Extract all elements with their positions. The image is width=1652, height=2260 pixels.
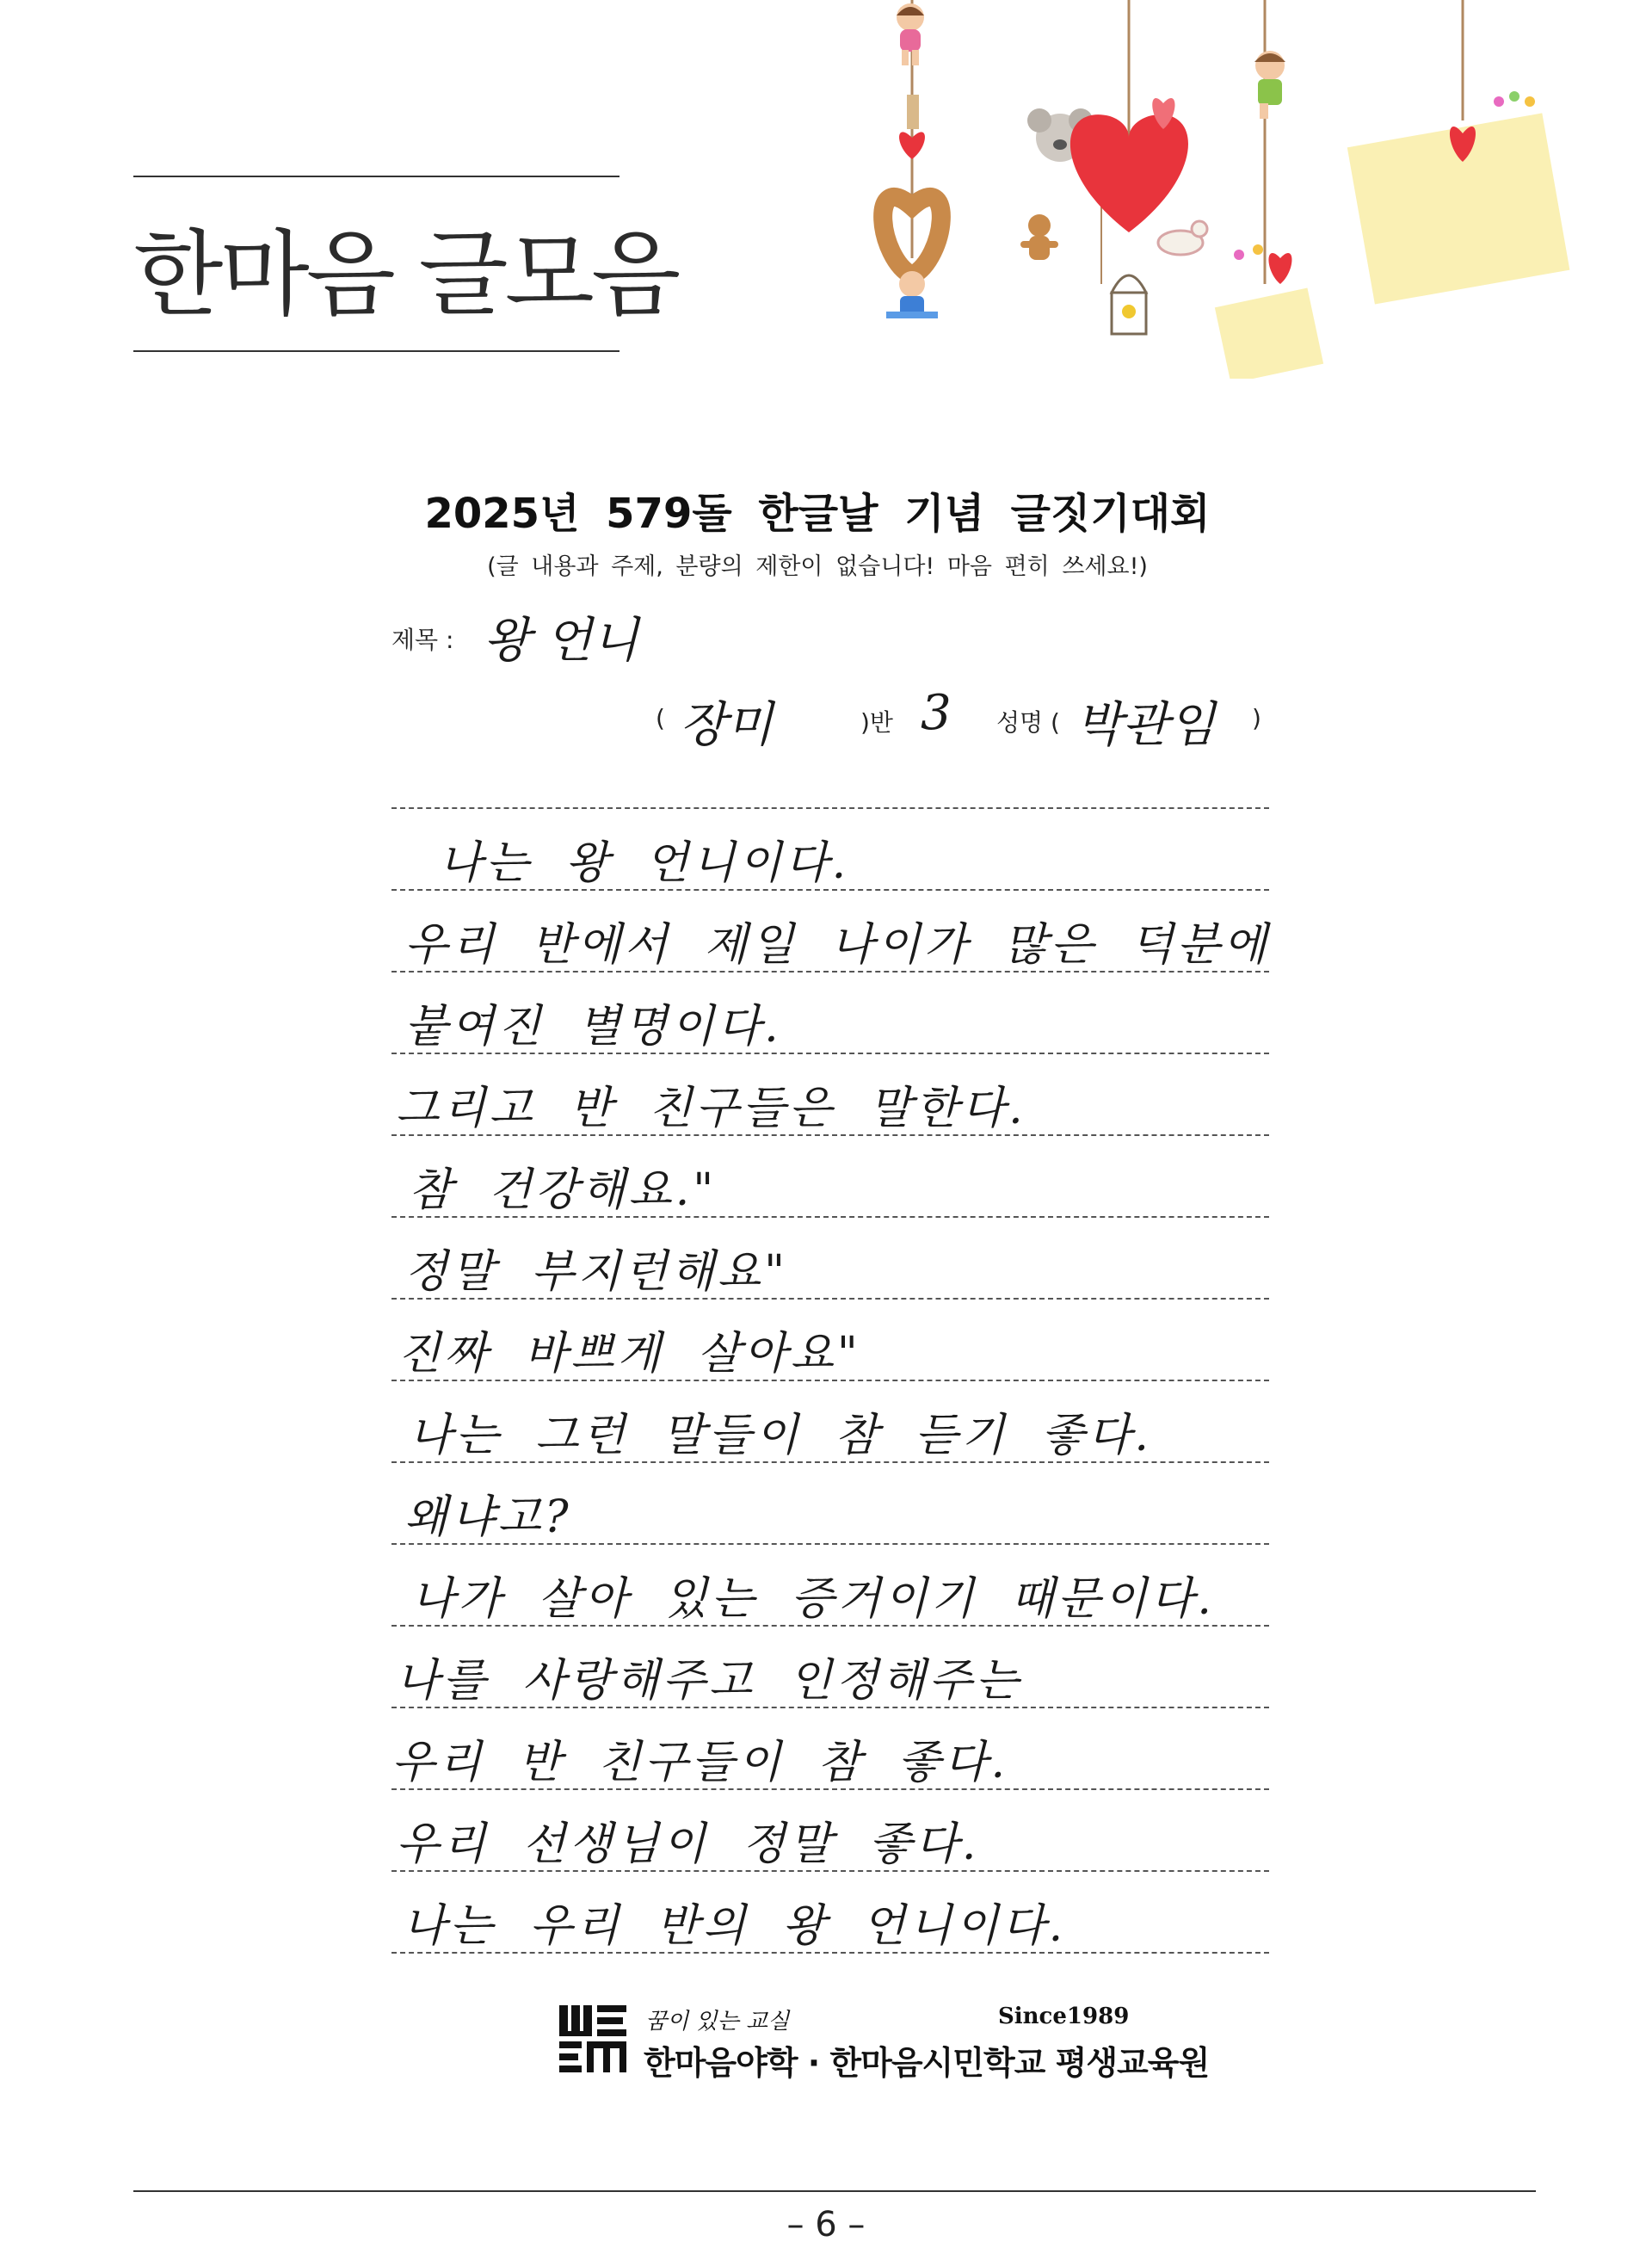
birdcage-icon bbox=[1112, 275, 1146, 334]
essay-line: 우리 선생님이 정말 좋다. bbox=[396, 1818, 980, 1870]
climbing-child-icon bbox=[897, 3, 924, 65]
class-open-paren: ( bbox=[656, 704, 665, 732]
essay-line: 진짜 바쁘게 살아요" bbox=[398, 1328, 861, 1380]
name-label: 성명 ( bbox=[996, 708, 1060, 737]
essay-line: 정말 부지런해요" bbox=[404, 1246, 789, 1298]
header-bottom-rule bbox=[133, 350, 620, 352]
hanging-child-icon bbox=[886, 271, 938, 318]
red-heart-on-note-icon bbox=[1269, 253, 1292, 284]
flower-icon-2 bbox=[1253, 244, 1263, 255]
section-title: 한마음 글모음 bbox=[133, 221, 678, 329]
essay-line: 나는 우리 반의 왕 언니이다. bbox=[403, 1900, 1067, 1952]
rocking-horse-icon bbox=[1158, 221, 1207, 255]
sticky-note-small bbox=[1215, 288, 1323, 379]
essay-line: 붙여진 별명이다. bbox=[404, 1001, 782, 1053]
hanging-ornaments-illustration bbox=[860, 0, 1618, 379]
organization-slogan: 꿈이 있는 교실 bbox=[645, 2009, 790, 2035]
flower-icon-4 bbox=[1509, 91, 1519, 102]
name-value: 박관임 bbox=[1076, 697, 1216, 753]
title-label: 제목 : bbox=[391, 626, 454, 654]
flower-icon bbox=[1234, 250, 1244, 260]
essay-line: 우리 반에서 제일 나이가 많은 덕분에 bbox=[404, 919, 1271, 971]
essay-line: 참 건강해요." bbox=[409, 1164, 718, 1216]
class-label: )반 bbox=[860, 708, 893, 737]
essay-line: 나는 왕 언니이다. bbox=[439, 837, 850, 889]
flower-icon-3 bbox=[1494, 96, 1504, 107]
essay-line: 왜냐고? bbox=[404, 1491, 572, 1543]
organization-since: Since1989 bbox=[998, 2004, 1130, 2029]
organization-name: 한마음야학 · 한마음시민학교 평생교육원 bbox=[644, 2044, 1210, 2082]
name-close-paren: ) bbox=[1252, 704, 1261, 732]
essay-line: 나를 사랑해주고 인정해주는 bbox=[396, 1655, 1022, 1707]
essay-line: 그리고 반 친구들은 말한다. bbox=[396, 1083, 1026, 1134]
class-value: 장미 bbox=[680, 697, 774, 753]
title-value: 왕 언니 bbox=[484, 613, 639, 669]
footer-rule bbox=[133, 2190, 1536, 2192]
climbing-boy-icon bbox=[1254, 51, 1285, 119]
contest-subtitle: (글 내용과 주제, 분량의 제한이 없습니다! 마음 편히 쓰세요!) bbox=[487, 553, 1148, 580]
flower-icon-5 bbox=[1525, 96, 1535, 107]
contest-title: 2025년 579돌 한글날 기념 글짓기대회 bbox=[424, 490, 1211, 538]
gingerbread-icon bbox=[1020, 214, 1058, 260]
number-value: 3 bbox=[921, 685, 952, 741]
essay-line: 나는 그런 말들이 참 듣기 좋다. bbox=[409, 1410, 1152, 1461]
page-number: – 6 – bbox=[786, 2205, 866, 2245]
writing-line bbox=[391, 807, 1269, 809]
header-top-rule bbox=[133, 176, 620, 177]
essay-line: 우리 반 친구들이 참 좋다. bbox=[391, 1737, 1008, 1788]
clothespin-icon bbox=[907, 95, 919, 129]
organization-logo bbox=[559, 2005, 628, 2072]
essay-line: 나가 살아 있는 증거이기 때문이다. bbox=[411, 1573, 1215, 1625]
